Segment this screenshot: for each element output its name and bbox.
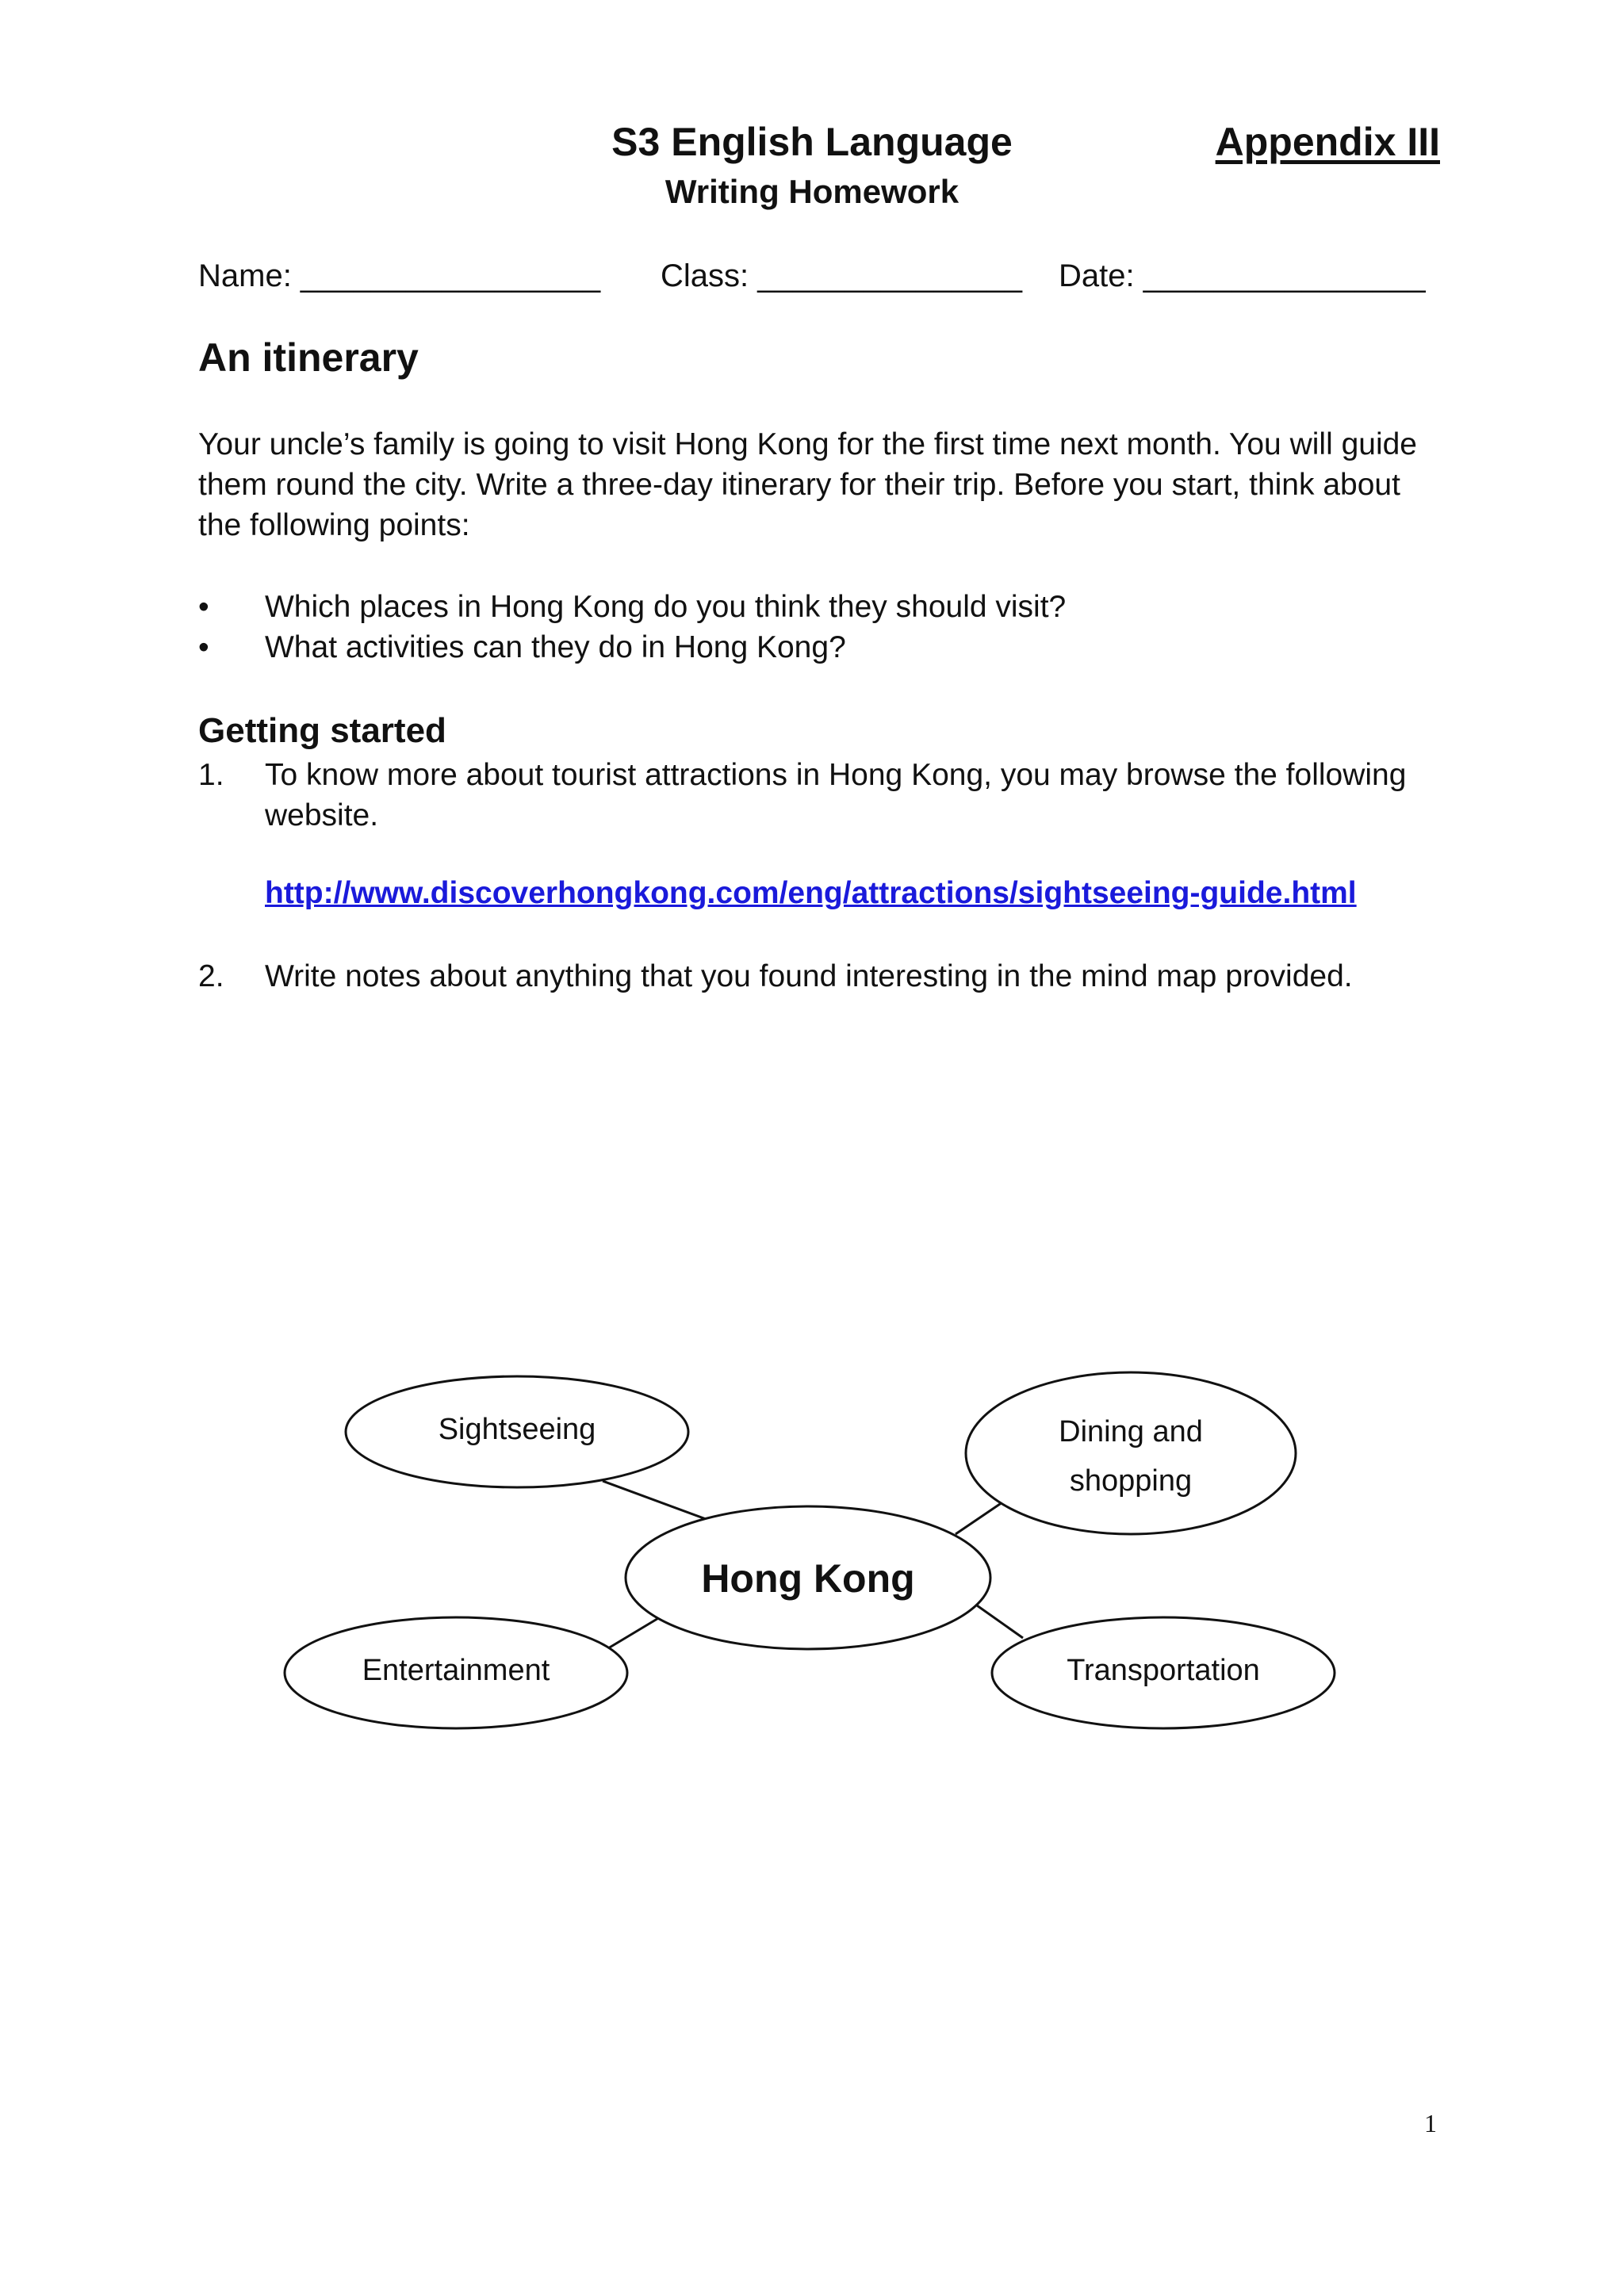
dining-label-line2: shopping [1069, 1464, 1193, 1498]
task-heading: An itinerary [198, 335, 419, 380]
item-text: To know more about tourist attractions in Hong Kong, you may browse the following website. [265, 758, 1407, 832]
connector-dining [956, 1502, 1002, 1534]
date-field[interactable]: Date: ________________ [1059, 258, 1426, 293]
entertainment-label: Entertainment [362, 1654, 550, 1687]
worksheet-title: S3 English Language [611, 120, 1013, 164]
connector-sightseeing [603, 1481, 706, 1519]
transportation-label: Transportation [1067, 1654, 1260, 1687]
appendix-label: Appendix III [1215, 120, 1440, 164]
item-number: 1. [198, 758, 224, 792]
attractions-website-link[interactable]: http://www.discoverhongkong.com/eng/attractions/sightseeing-guide.html [265, 876, 1357, 910]
getting-started-heading: Getting started [198, 711, 446, 750]
bullet-text: Which places in Hong Kong do you think they should visit? [265, 590, 1067, 624]
worksheet-subtitle: Writing Homework [665, 173, 959, 210]
connector-transportation [977, 1605, 1023, 1638]
dining-label-line1: Dining and [1059, 1415, 1203, 1448]
bullet-marker: • [198, 630, 209, 664]
task-instructions: Your uncle’s family is going to visit Hong Kong for the first time next month. You will guide them round the city. Write a three-day itinerary for their trip. Before you start, think about the following points: [198, 427, 1417, 542]
connector-entertainment [608, 1617, 660, 1648]
sightseeing-label: Sightseeing [438, 1413, 596, 1446]
dining-shopping-bubble[interactable] [966, 1372, 1296, 1534]
mind-map [0, 1348, 1624, 1792]
item-text: Write notes about anything that you found interesting in the mind map provided. [265, 959, 1353, 993]
numbered-item [198, 956, 1435, 997]
name-field[interactable]: Name: _________________ [198, 258, 601, 293]
bullet-marker: • [198, 590, 209, 624]
numbered-item [198, 755, 1435, 836]
bullet-text: What activities can they do in Hong Kong? [265, 630, 846, 664]
page-number: 1 [1424, 2109, 1437, 2137]
class-field[interactable]: Class: _______________ [661, 258, 1022, 293]
center-label: Hong Kong [701, 1556, 915, 1601]
item-number: 2. [198, 959, 224, 993]
